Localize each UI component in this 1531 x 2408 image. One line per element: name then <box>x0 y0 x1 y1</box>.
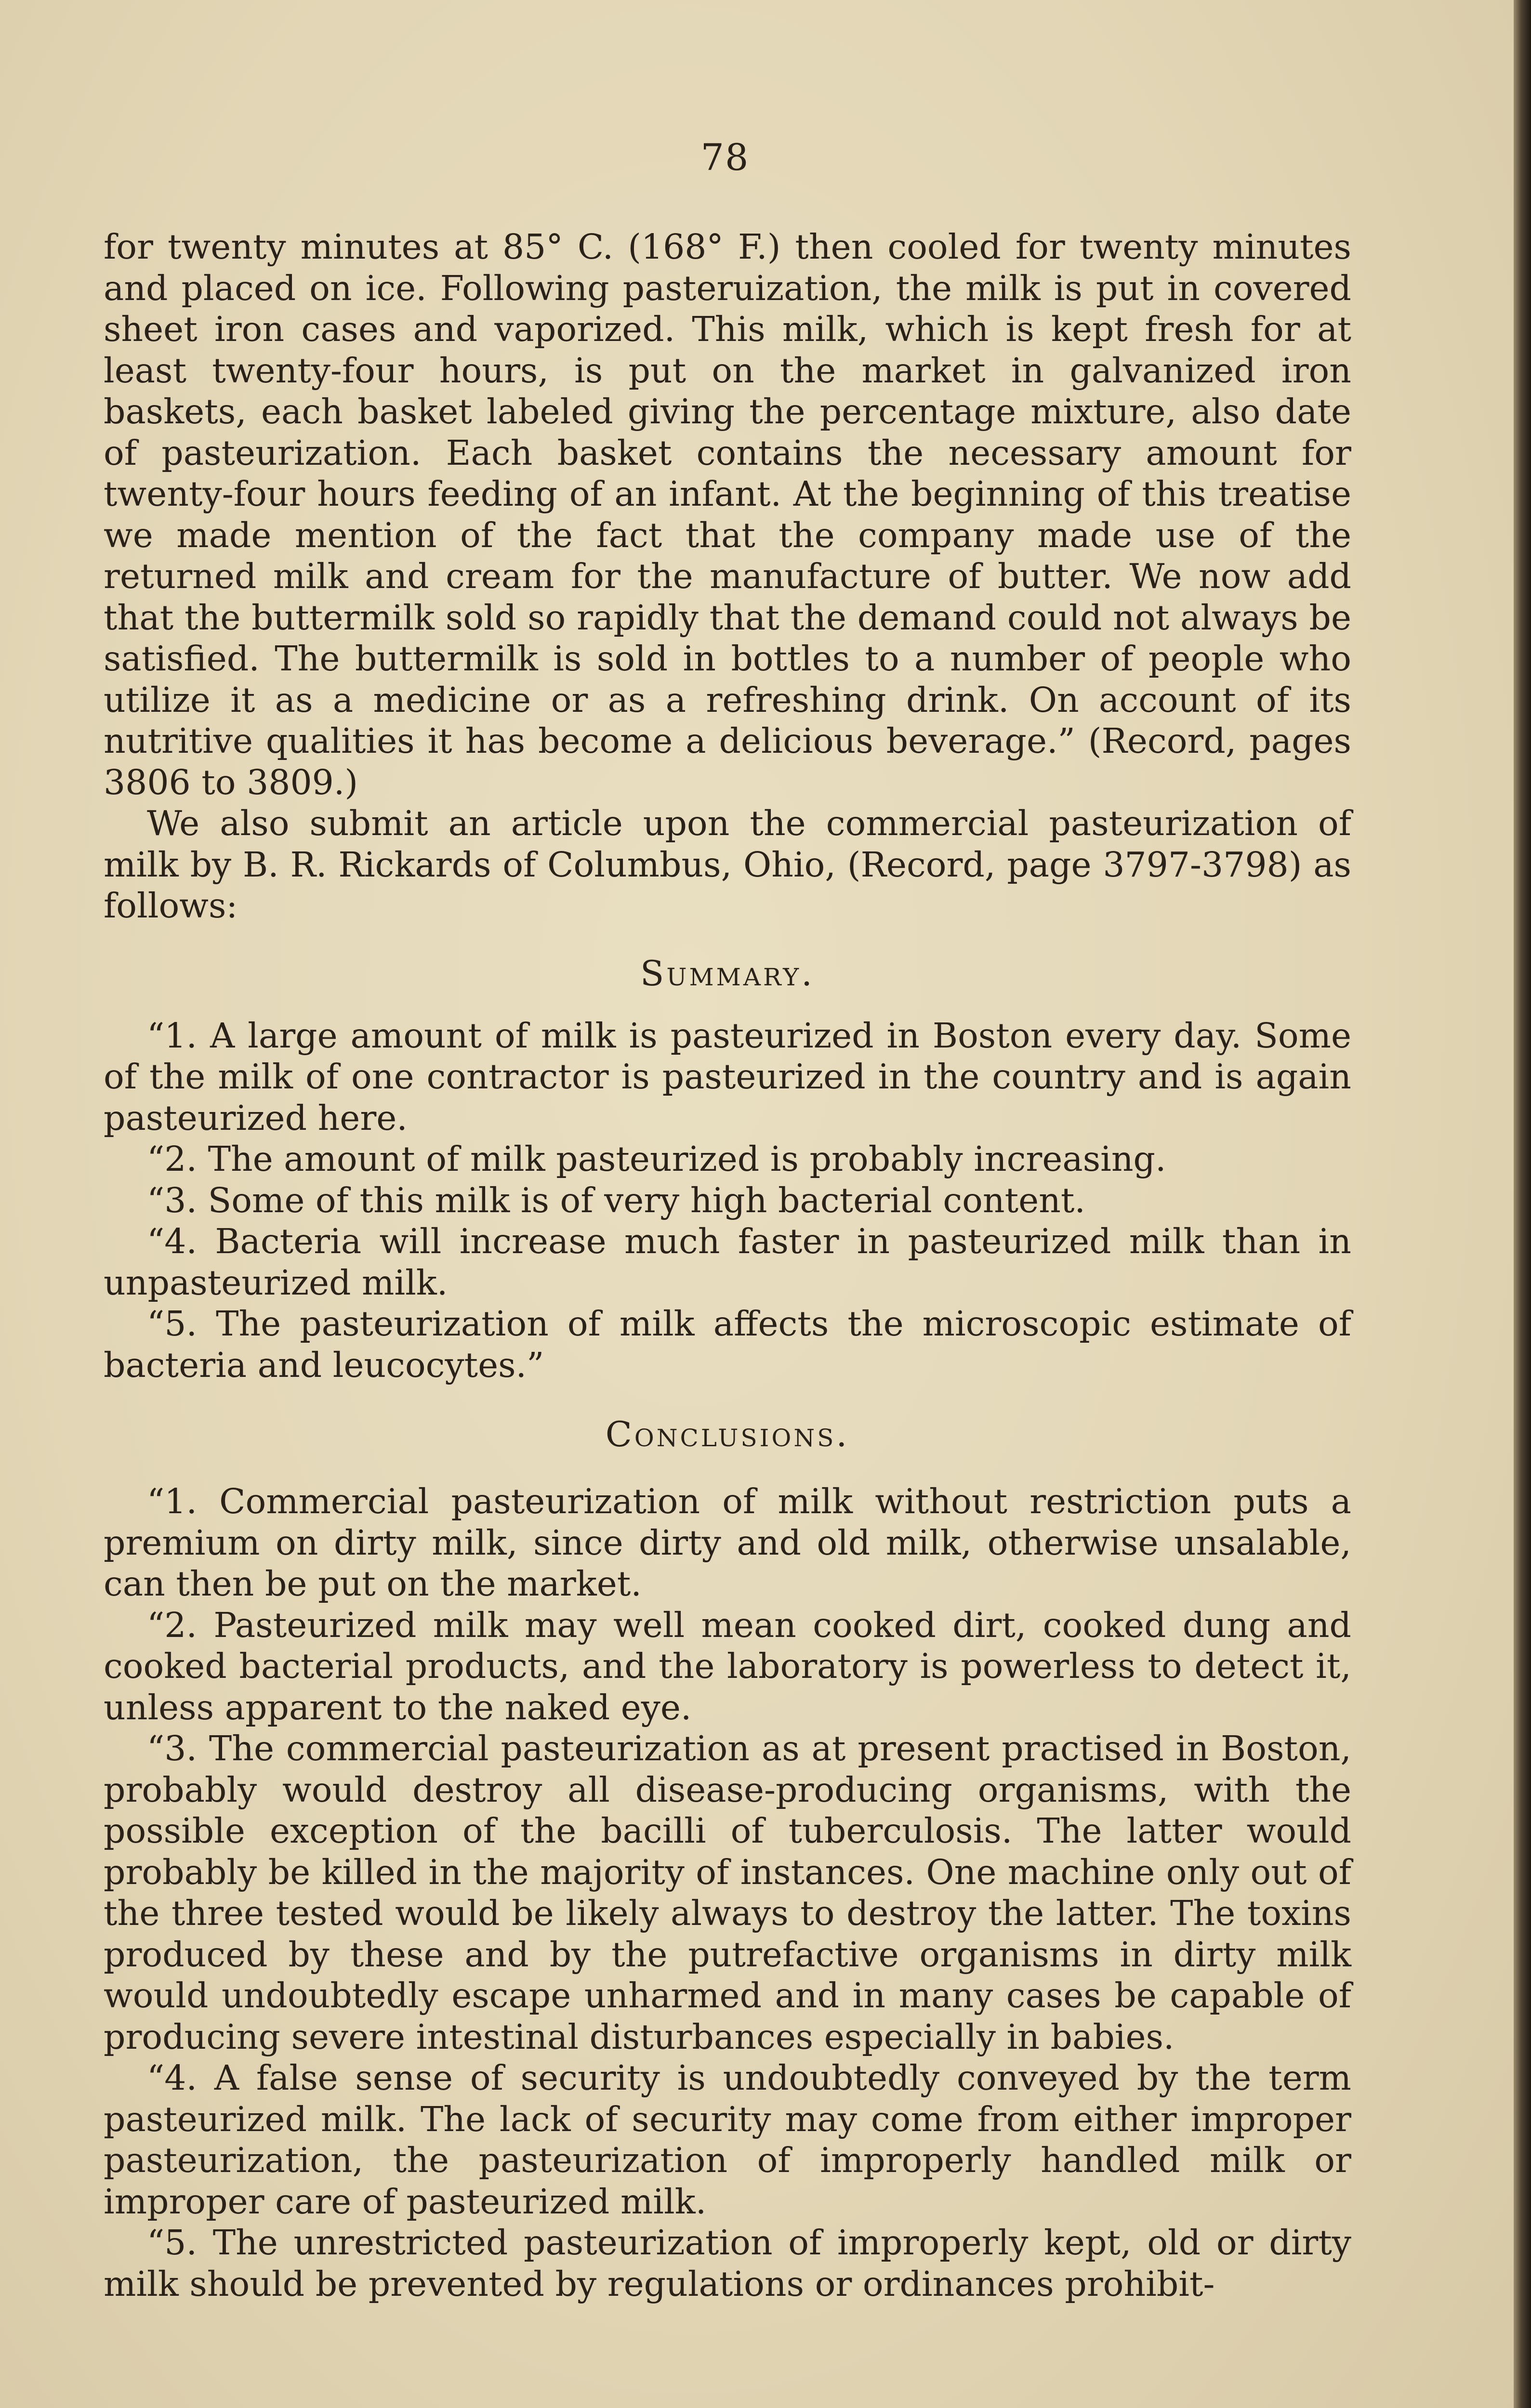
conclusion-item-5: “5. The unrestricted pasteurization of improperly kept, old or dirty milk should be prevented by regulations or ordinances prohibit- <box>104 2223 1351 2304</box>
conclusion-item-3: “3. The commercial pasteurization as at present practised in Boston, probably would destroy all disease-producing organisms, with the possible exception of the bacilli of tuberculosis. The latter would probably be killed in the majority of instances. One machine only out of the three tested would be likely always to destroy the latter. The toxins produced by these and by the putrefactive organisms in dirty milk would undoubtedly escape unharmed and in many cases be capable of producing severe intestinal disturbances especially in babies. <box>104 1728 1351 2057</box>
summary-item-1: “1. A large amount of milk is pasteurized in Boston every day. Some of the milk of one contractor is pasteurized in the country and is again pasteurized here. <box>104 1015 1351 1138</box>
conclusions-heading: Conclusions. <box>605 1414 850 1454</box>
summary-item-3: “3. Some of this milk is of very high bacterial content. <box>147 1180 1085 1220</box>
opening-paragraph: for twenty minutes at 85° C. (168° F.) then cooled for twenty minutes and placed on ice. Following pasteruization, the milk is put in covered sheet iron cases and vaporized. This milk, which is kept fresh for at least twenty-four hours, is put on the market in galvanized iron baskets, each basket labeled giving the percentage mixture, also date of pasteurization. Each basket contains the necessary amount for twenty-four hours feeding of an infant. At the beginning of this treatise we made mention of the fact that the company made use of the returned milk and cream for the manufacture of butter. We now add that the buttermilk sold so rapidly that the demand could not always be satisfied. The buttermilk is sold in bottles to a number of people who utilize it as a medicine or as a refreshing drink. On account of its nutritive qualities it has become a delicious beverage.” (Record, pages 3806 to 3809.) <box>104 227 1351 802</box>
conclusion-item-2: “2. Pasteurized milk may well mean cooked dirt, cooked dung and cooked bacterial products, and the laboratory is powerless to detect it, unless apparent to the naked eye. <box>104 1605 1351 1727</box>
page-number: 78 <box>700 136 750 179</box>
body-text <box>104 226 1351 2304</box>
summary-item-2: “2. The amount of milk pasteurized is probably increasing. <box>147 1139 1166 1179</box>
conclusion-item-4: “4. A false sense of security is undoubtedly conveyed by the term pasteurized milk. The lack of security may come from either improper pasteurization, the pasteurization of improperly handled milk or improper care of pasteurized milk. <box>104 2058 1351 2222</box>
summary-heading: Summary. <box>640 953 815 994</box>
conclusion-item-1: “1. Commercial pasteurization of milk without restriction puts a premium on dirty milk, since dirty and old milk, otherwise unsalable, can then be put on the market. <box>104 1481 1351 1604</box>
intro-paragraph: We also submit an article upon the commercial pasteurization of milk by B. R. Rickards of Columbus, Ohio, (Record, page 3797-3798) as follows: <box>104 803 1351 926</box>
book-spine-edge <box>1514 0 1531 2408</box>
summary-item-5: “5. The pasteurization of milk affects the microscopic estimate of bacteria and leucocytes.” <box>104 1304 1351 1385</box>
summary-item-4: “4. Bacteria will increase much faster in pasteurized milk than in unpasteurized milk. <box>104 1221 1351 1303</box>
